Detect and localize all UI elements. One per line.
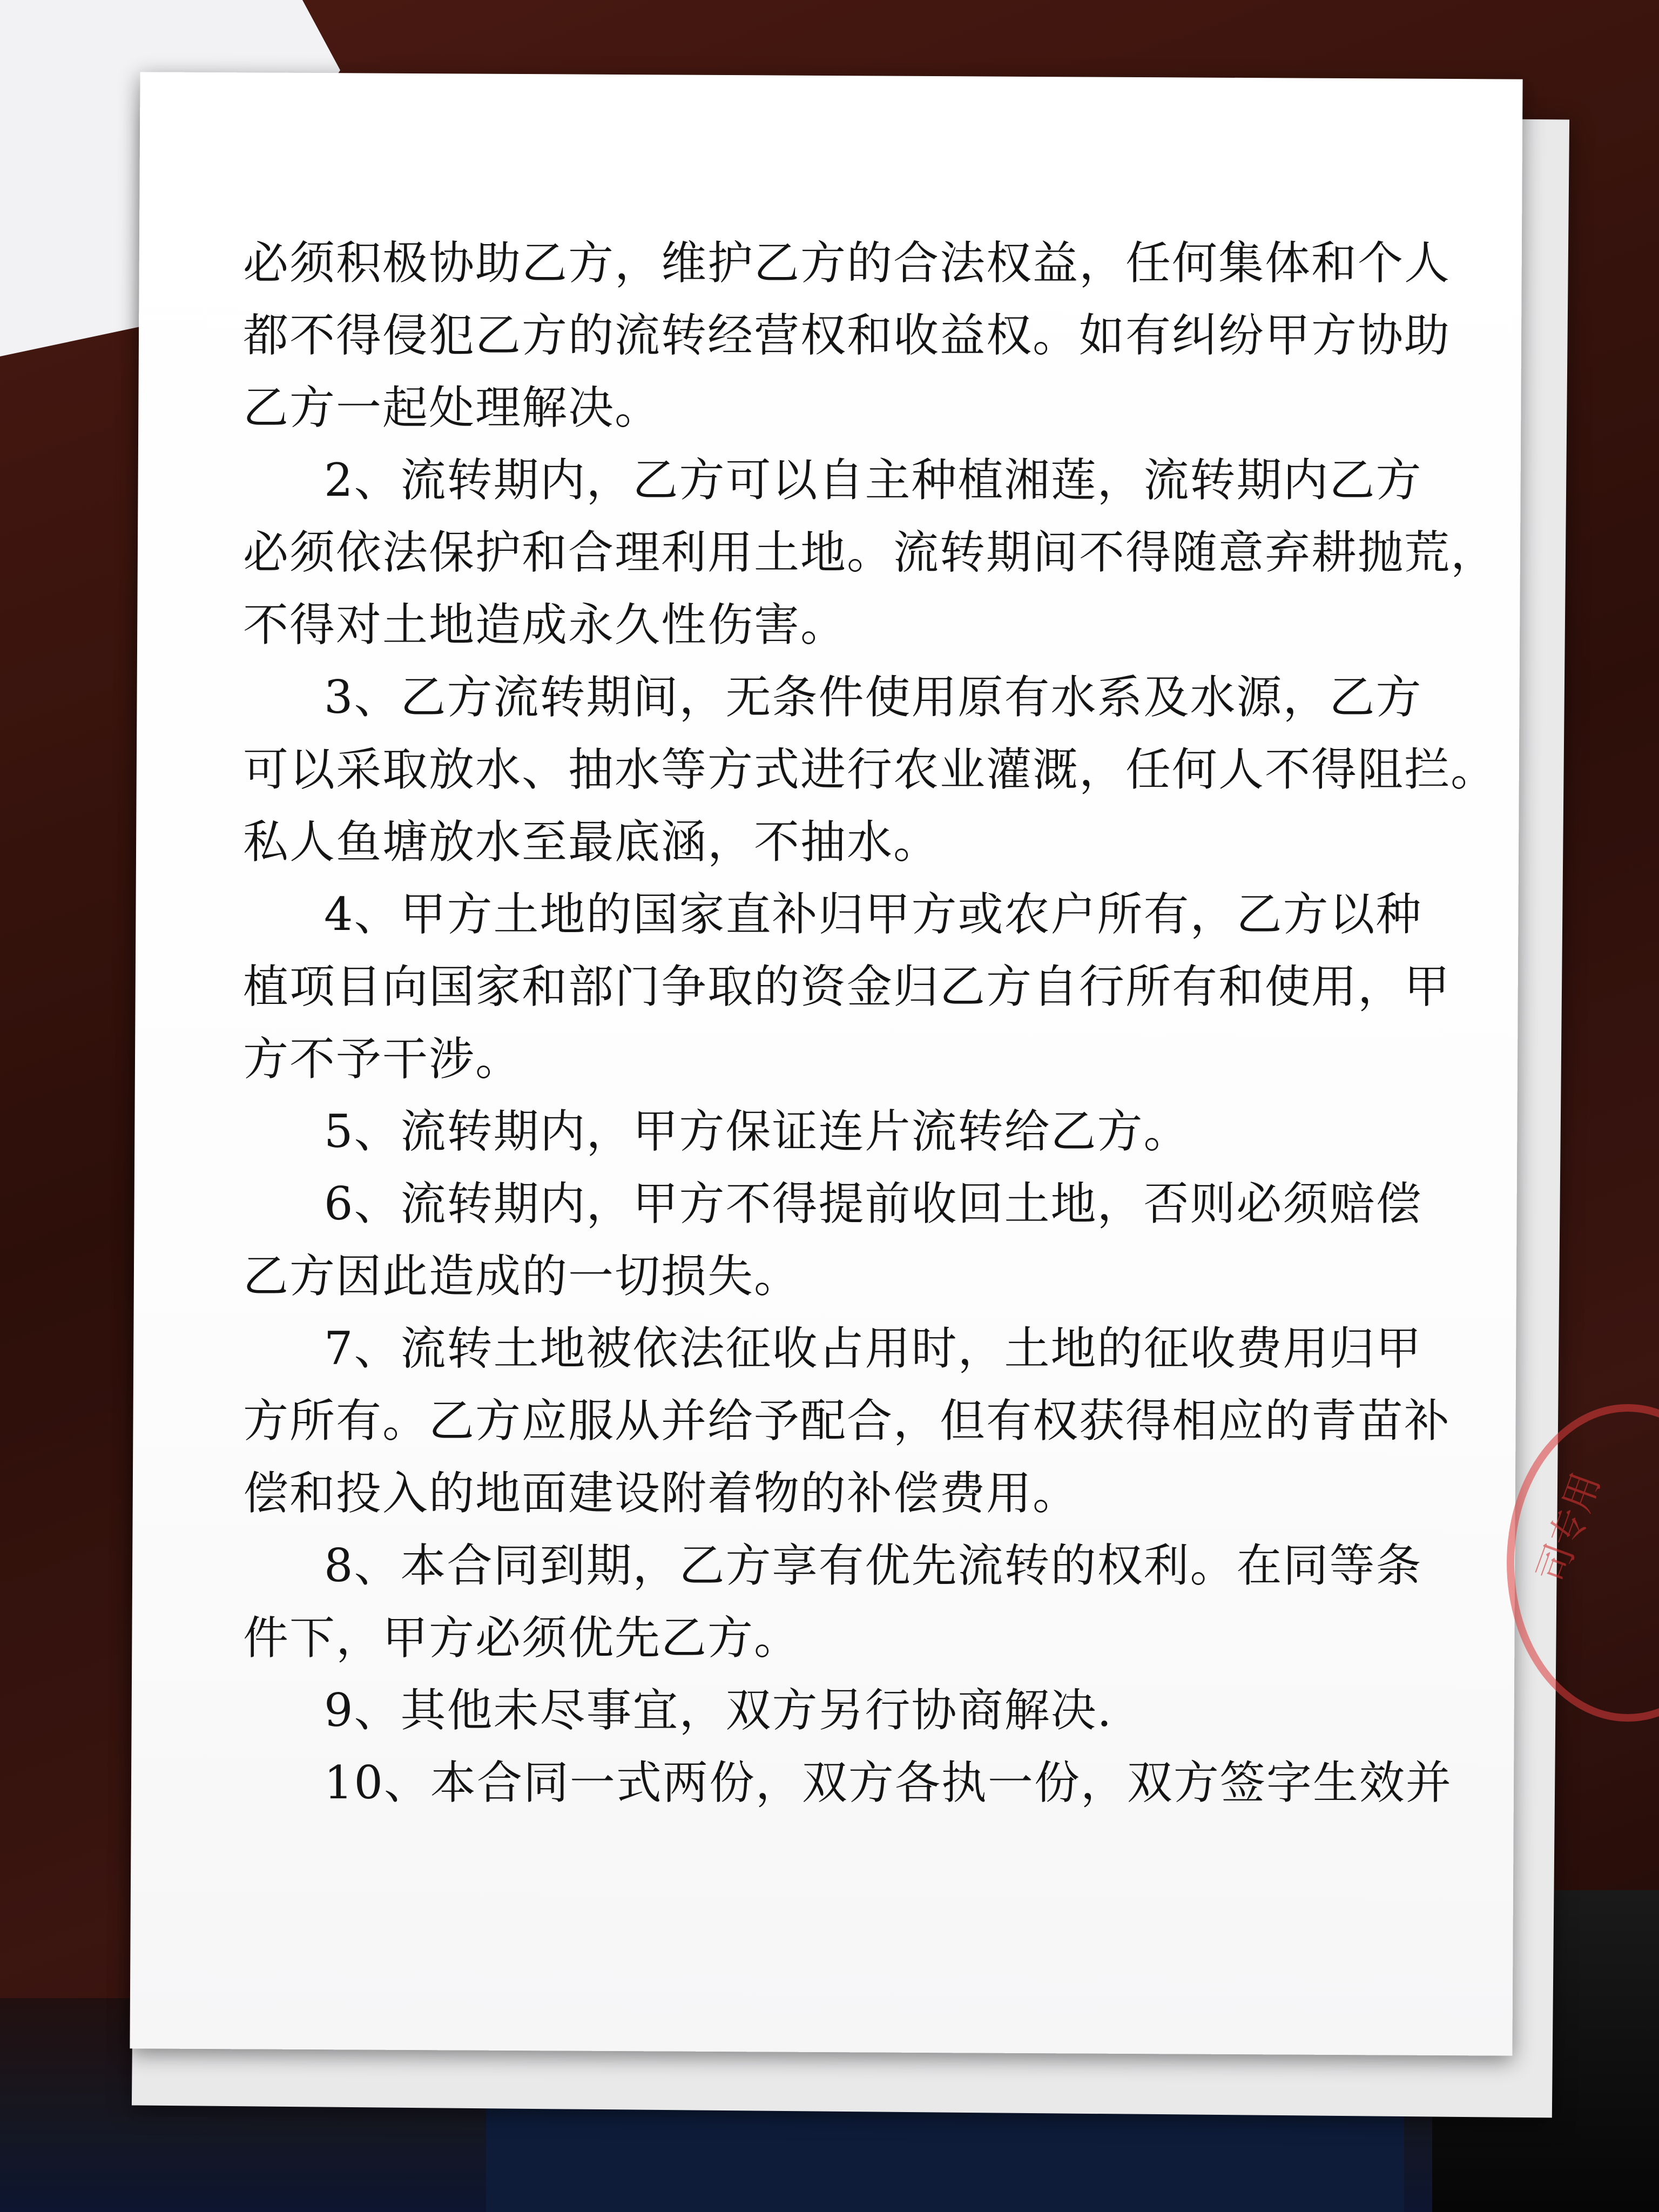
text-line: 件下，甲方必须优先乙方。	[243, 1611, 801, 1664]
text-line: 3、乙方流转期间，无条件使用原有水系及水源，乙方	[324, 671, 1422, 724]
text-line: 都不得侵犯乙方的流转经营权和收益权。如有纠纷甲方协助	[243, 309, 1451, 362]
clause-paragraph	[243, 1529, 1422, 1674]
contract-text	[243, 227, 1498, 1819]
text-line: 4、甲方土地的国家直补归甲方或农户所有，乙方以种	[324, 888, 1422, 941]
text-line: 必须积极协助乙方，维护乙方的合法权益，任何集体和个人	[243, 237, 1451, 289]
clause-paragraph	[243, 878, 1451, 1095]
clause-paragraph	[243, 1168, 1422, 1312]
clause-paragraph	[243, 1095, 1399, 1168]
text-line: 7、流转土地被依法征收占用时，土地的征收费用归甲	[324, 1322, 1422, 1375]
text-line: 乙方因此造成的一切损失。	[243, 1250, 801, 1303]
text-line: 可以采取放水、抽水等方式进行农业灌溉，任何人不得阻拦。	[243, 743, 1498, 796]
clause-paragraph	[243, 1312, 1451, 1529]
text-line: 8、本合同到期，乙方享有优先流转的权利。在同等条	[324, 1539, 1422, 1592]
text-line: 2、流转期内，乙方可以自主种植湘莲，流转期内乙方	[324, 454, 1422, 507]
text-line: 植项目向国家和部门争取的资金归乙方自行所有和使用，甲	[243, 960, 1451, 1013]
text-line: 方所有。乙方应服从并给予配合，但有权获得相应的青苗补	[243, 1394, 1451, 1447]
seal-text: 司专用	[1528, 1467, 1609, 1589]
clause-paragraph	[243, 227, 1451, 444]
text-line: 不得对土地造成永久性伤害。	[243, 598, 847, 651]
clause-paragraph	[243, 1674, 1399, 1746]
clause-paragraph	[243, 444, 1498, 661]
text-line: 方不予干涉。	[243, 1033, 522, 1085]
text-line: 5、流转期内，甲方保证连片流转给乙方。	[324, 1105, 1190, 1158]
text-line: 乙方一起处理解决。	[243, 381, 662, 434]
clause-paragraph	[243, 661, 1498, 878]
text-line: 必须依法保护和合理利用土地。流转期间不得随意弃耕抛荒，	[243, 526, 1498, 579]
clause-paragraph	[243, 1746, 1452, 1819]
text-line: 私人鱼塘放水至最底涵，不抽水。	[243, 815, 940, 868]
text-line: 10、本合同一式两份，双方各执一份，双方签字生效并	[324, 1756, 1452, 1809]
text-line: 6、流转期内，甲方不得提前收回土地，否则必须赔偿	[324, 1177, 1422, 1230]
text-line: 9、其他未尽事宜，双方另行协商解决.	[324, 1684, 1113, 1737]
text-line: 偿和投入的地面建设附着物的补偿费用。	[243, 1467, 1080, 1520]
